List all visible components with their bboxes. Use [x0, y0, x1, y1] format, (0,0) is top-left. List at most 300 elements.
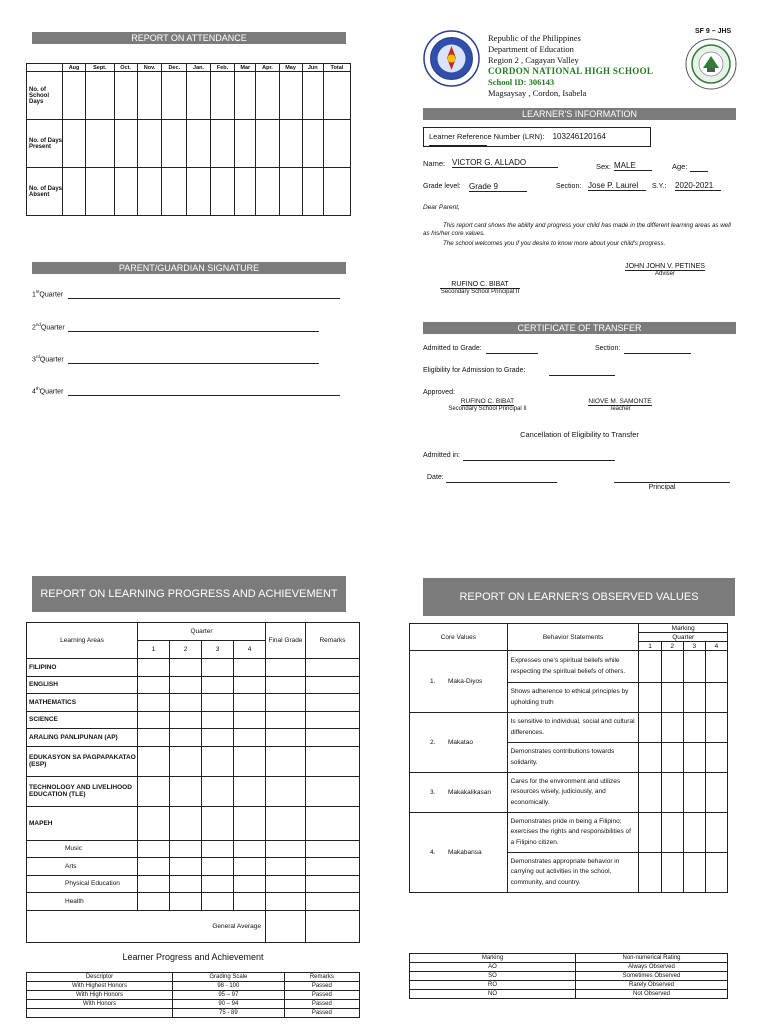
values-row: [410, 713, 728, 743]
progress-body: [27, 982, 360, 1018]
learning-grade-cell[interactable]: [170, 746, 202, 776]
deped-seal-icon: [423, 30, 480, 87]
quarter-number: 3: [32, 356, 36, 364]
learning-grade-cell[interactable]: [138, 776, 170, 806]
learning-grade-cell[interactable]: [266, 694, 306, 712]
behavior-statement: Expresses one's spiritual beliefs while respecting the spiritual beliefs of others.: [507, 651, 639, 683]
values-mark-cell[interactable]: [705, 651, 727, 683]
attendance-cell[interactable]: [114, 72, 137, 120]
learning-row: [27, 676, 360, 694]
learning-grade-cell[interactable]: [266, 676, 306, 694]
grade-value: Grade 9: [469, 182, 527, 192]
learning-grade-cell[interactable]: [234, 806, 266, 840]
school-name: CORDON NATIONAL HIGH SCHOOL: [488, 66, 654, 76]
learning-quarter-3: 3: [202, 641, 234, 659]
marking-row: [410, 963, 728, 972]
school-logo-icon: [685, 38, 737, 90]
name-label: Name:: [423, 159, 446, 168]
learning-grade-cell[interactable]: [138, 711, 170, 729]
learning-grade-cell[interactable]: [202, 659, 234, 677]
attendance-cell[interactable]: [279, 168, 302, 216]
marking-cell: Sometimes Observed: [576, 972, 728, 981]
learning-grade-cell[interactable]: [202, 676, 234, 694]
learning-grade-cell[interactable]: [202, 875, 234, 893]
marking-cell: RO: [410, 981, 576, 990]
values-mark-cell[interactable]: [639, 853, 661, 893]
progress-header-0: Descriptor: [27, 973, 173, 982]
dear-parent: Dear Parent,: [423, 204, 460, 211]
learning-area-name: MAPEH: [27, 806, 138, 840]
attendance-cell[interactable]: [235, 120, 256, 168]
marking-cell: NO: [410, 990, 576, 999]
core-value-name: [410, 773, 508, 813]
progress-row: [27, 991, 360, 1000]
marking-row: [410, 990, 728, 999]
date-label: Date:: [427, 474, 444, 481]
attendance-cell[interactable]: [63, 120, 86, 168]
attendance-month-4: Dec.: [162, 64, 187, 72]
progress-table: [26, 972, 360, 1018]
values-mark-cell[interactable]: [705, 773, 727, 813]
learning-grade-cell[interactable]: [234, 840, 266, 858]
values-mark-cell[interactable]: [639, 773, 661, 813]
learning-grade-cell[interactable]: [170, 776, 202, 806]
principal-sign-line: [614, 482, 730, 483]
learning-row: [27, 711, 360, 729]
learning-grade-cell[interactable]: [138, 806, 170, 840]
sex-value: MALE: [614, 161, 652, 171]
attendance-cell[interactable]: [187, 120, 211, 168]
learning-grade-cell[interactable]: [170, 711, 202, 729]
cancellation-title: Cancellation of Eligibility to Transfer: [520, 430, 639, 439]
values-mark-cell[interactable]: [639, 713, 661, 743]
learning-row: [27, 729, 360, 747]
values-header-row-1: [410, 624, 728, 633]
progress-cell: With Honors: [27, 1000, 173, 1009]
learning-grade-cell[interactable]: [306, 776, 360, 806]
progress-cell: With High Honors: [27, 991, 173, 1000]
learning-grade-cell[interactable]: [266, 729, 306, 747]
learning-grade-cell[interactable]: [266, 711, 306, 729]
learning-row: [27, 840, 360, 858]
learning-quarter-1: 1: [138, 641, 170, 659]
learning-grade-cell[interactable]: [266, 875, 306, 893]
attendance-cell[interactable]: [63, 168, 86, 216]
quarter-word: Quarter: [39, 388, 64, 396]
progress-cell: 98 - 100: [173, 982, 285, 991]
attendance-cell[interactable]: [302, 168, 323, 216]
values-mark-cell[interactable]: [705, 853, 727, 893]
learning-grade-cell[interactable]: [306, 694, 360, 712]
learning-row: [27, 893, 360, 911]
learning-grade-cell[interactable]: [138, 729, 170, 747]
behavior-statement: Demonstrates pride in being a Filipino; exercises the rights and responsibilities of a Filipino citizen.: [507, 813, 639, 853]
attendance-cell[interactable]: [235, 168, 256, 216]
header-department: Department of Education: [488, 44, 574, 54]
attendance-month-10: Jun: [302, 64, 323, 72]
learning-grade-cell[interactable]: [202, 858, 234, 876]
learning-grade-cell[interactable]: [202, 806, 234, 840]
marking-table: [409, 953, 728, 999]
values-mark-cell[interactable]: [639, 683, 661, 713]
section-label: Section:: [556, 183, 582, 190]
learning-grade-cell[interactable]: [306, 840, 360, 858]
learning-grade-cell[interactable]: [138, 746, 170, 776]
core-value-label: Makatao: [448, 739, 473, 746]
parent-signature-title: PARENT/GUARDIAN SIGNATURE: [32, 262, 346, 274]
progress-header-row: [27, 973, 360, 982]
values-mark-cell[interactable]: [683, 683, 705, 713]
progress-cell: Passed: [284, 991, 359, 1000]
learning-grade-cell[interactable]: [234, 694, 266, 712]
learning-title: REPORT ON LEARNING PROGRESS AND ACHIEVEMENT: [32, 576, 346, 612]
learning-grade-cell[interactable]: [234, 746, 266, 776]
values-body: [410, 651, 728, 893]
learning-grade-cell[interactable]: [266, 840, 306, 858]
teacher-name: NIOVE M. SAMONTE: [588, 398, 652, 405]
learning-grade-cell[interactable]: [202, 776, 234, 806]
learning-grade-cell[interactable]: [202, 893, 234, 911]
attendance-month-9: May: [279, 64, 302, 72]
behavior-statement: Is sensitive to individual, social and cultural differences.: [507, 713, 639, 743]
transfer-section-line: [624, 353, 691, 354]
learning-grade-cell[interactable]: [266, 776, 306, 806]
values-mark-cell[interactable]: [639, 651, 661, 683]
progress-cell: [27, 1009, 173, 1018]
header-region: Region 2 , Cagayan Valley: [488, 55, 579, 65]
learning-grade-cell[interactable]: [234, 858, 266, 876]
letter-paragraph-1: This report card shows the ability and progress your child has made in the different learning areas as well as his/her core values.: [423, 222, 731, 237]
learning-area-name: EDUKASYON SA PAGPAPAKATAO (ESP): [27, 746, 138, 776]
age-label: Age:: [672, 162, 688, 171]
values-mark-cell[interactable]: [705, 683, 727, 713]
attendance-row: [27, 72, 351, 120]
learning-grade-cell[interactable]: [234, 676, 266, 694]
learning-grade-cell[interactable]: [170, 676, 202, 694]
section-value: Jose P. Laurel: [588, 181, 646, 191]
attendance-cell[interactable]: [323, 168, 350, 216]
quarter-number: 4: [32, 388, 36, 396]
values-mark-cell[interactable]: [683, 813, 705, 853]
attendance-cell[interactable]: [63, 72, 86, 120]
values-quarter-3: 3: [683, 642, 705, 651]
learning-table: [26, 622, 360, 943]
transfer-principal-name: RUFINO C. BIBAT: [460, 398, 515, 405]
attendance-row-label: No. of Days Present: [27, 120, 63, 168]
core-value-name: [410, 813, 508, 893]
attendance-cell[interactable]: [114, 168, 137, 216]
admitted-grade-line: [486, 353, 538, 354]
attendance-cell[interactable]: [210, 72, 234, 120]
attendance-cell[interactable]: [86, 120, 115, 168]
attendance-cell[interactable]: [302, 120, 323, 168]
form-code: SF 9 – JHS: [695, 28, 732, 35]
learning-area-name: Physical Education: [27, 875, 138, 893]
learning-grade-cell[interactable]: [202, 711, 234, 729]
col-quarter: Quarter: [138, 623, 266, 641]
learning-grade-cell[interactable]: [170, 875, 202, 893]
learning-grade-cell[interactable]: [138, 858, 170, 876]
attendance-cell[interactable]: [162, 72, 187, 120]
attendance-cell[interactable]: [279, 72, 302, 120]
attendance-cell[interactable]: [323, 120, 350, 168]
progress-cell: Passed: [284, 1009, 359, 1018]
attendance-cell[interactable]: [114, 120, 137, 168]
values-mark-cell[interactable]: [705, 713, 727, 743]
learning-grade-cell[interactable]: [234, 659, 266, 677]
learning-row: [27, 746, 360, 776]
core-value-number: 1.: [430, 678, 436, 685]
attendance-month-3: Nov.: [137, 64, 162, 72]
learning-grade-cell[interactable]: [170, 806, 202, 840]
learning-grade-cell[interactable]: [170, 840, 202, 858]
attendance-month-0: Aug: [63, 64, 86, 72]
progress-row: [27, 1000, 360, 1009]
attendance-cell[interactable]: [187, 168, 211, 216]
parent-quarter-label: [32, 289, 63, 298]
admitted-in-line: [463, 460, 615, 461]
transfer-principal-block: [440, 398, 535, 412]
learning-grade-cell[interactable]: [306, 729, 360, 747]
general-average-remarks-cell[interactable]: [306, 910, 360, 942]
learning-area-name: ARALING PANLIPUNAN (AP): [27, 729, 138, 747]
learning-grade-cell[interactable]: [138, 676, 170, 694]
sy-value: 2020-2021: [675, 181, 721, 191]
learning-grade-cell[interactable]: [306, 711, 360, 729]
parent-signature-line[interactable]: [68, 298, 340, 299]
values-row: [410, 813, 728, 853]
progress-cell: Passed: [284, 982, 359, 991]
general-average-cell[interactable]: [266, 910, 306, 942]
date-line: [446, 482, 557, 483]
learning-grade-cell[interactable]: [202, 840, 234, 858]
values-mark-cell[interactable]: [661, 853, 683, 893]
learning-quarter-4: 4: [234, 641, 266, 659]
values-mark-cell[interactable]: [661, 713, 683, 743]
sex-label: Sex:: [596, 162, 612, 171]
learning-grade-cell[interactable]: [266, 659, 306, 677]
marking-cell: SO: [410, 972, 576, 981]
col-behavior-statements: Behavior Statements: [507, 624, 639, 651]
general-average-row: [27, 910, 360, 942]
attendance-month-11: Total: [323, 64, 350, 72]
learning-row: [27, 776, 360, 806]
learning-row: [27, 659, 360, 677]
transfer-section-label: Section:: [595, 345, 621, 352]
attendance-corner-cell: [27, 64, 63, 72]
learning-grade-cell[interactable]: [266, 893, 306, 911]
learning-grade-cell[interactable]: [138, 875, 170, 893]
attendance-month-7: Mar: [235, 64, 256, 72]
marking-row: [410, 972, 728, 981]
attendance-cell[interactable]: [210, 120, 234, 168]
quarter-word: Quarter: [39, 356, 64, 364]
learning-grade-cell[interactable]: [202, 694, 234, 712]
attendance-cell[interactable]: [86, 168, 115, 216]
values-mark-cell[interactable]: [661, 813, 683, 853]
quarter-suffix: nd: [35, 322, 41, 327]
values-mark-cell[interactable]: [683, 853, 705, 893]
attendance-cell[interactable]: [279, 120, 302, 168]
eligibility-line: [549, 375, 615, 376]
learning-area-name: ENGLISH: [27, 676, 138, 694]
values-row: [410, 651, 728, 683]
progress-row: [27, 982, 360, 991]
attendance-month-2: Oct.: [114, 64, 137, 72]
attendance-title: REPORT ON ATTENDANCE: [32, 32, 346, 44]
letter-paragraph-2: The school welcomes you if you desire to know more about your child's progress.: [443, 240, 666, 247]
learning-grade-cell[interactable]: [138, 694, 170, 712]
values-mark-cell[interactable]: [683, 743, 705, 773]
learning-area-name: MATHEMATICS: [27, 694, 138, 712]
values-mark-cell[interactable]: [639, 743, 661, 773]
attendance-cell[interactable]: [302, 72, 323, 120]
learning-grade-cell[interactable]: [306, 893, 360, 911]
progress-title: Learner Progress and Achievement: [122, 952, 264, 962]
values-mark-cell[interactable]: [705, 743, 727, 773]
learning-grade-cell[interactable]: [266, 858, 306, 876]
learning-grade-cell[interactable]: [266, 806, 306, 840]
core-value-name: [410, 713, 508, 773]
attendance-cell[interactable]: [137, 120, 162, 168]
behavior-statement: Demonstrates appropriate behavior in carrying out activities in the school, community, and country.: [507, 853, 639, 893]
learning-grade-cell[interactable]: [306, 659, 360, 677]
values-title: REPORT ON LEARNER'S OBSERVED VALUES: [423, 578, 735, 616]
values-mark-cell[interactable]: [661, 743, 683, 773]
learning-grade-cell[interactable]: [234, 893, 266, 911]
attendance-month-1: Sept.: [86, 64, 115, 72]
adviser-block: [620, 263, 710, 277]
values-mark-cell[interactable]: [639, 813, 661, 853]
core-value-label: Maka-Diyos: [448, 678, 483, 685]
quarter-suffix: th: [35, 386, 40, 391]
learning-grade-cell[interactable]: [202, 746, 234, 776]
learning-grade-cell[interactable]: [234, 776, 266, 806]
attendance-month-8: Apr.: [256, 64, 279, 72]
transfer-principal-title: Secondary School Principal II: [448, 406, 527, 412]
values-mark-cell[interactable]: [705, 813, 727, 853]
school-address: Magsaysay , Cordon, Isabela: [488, 88, 587, 98]
learning-grade-cell[interactable]: [234, 875, 266, 893]
attendance-row: [27, 168, 351, 216]
values-mark-cell[interactable]: [661, 683, 683, 713]
values-mark-cell[interactable]: [661, 651, 683, 683]
teacher-block: [570, 398, 670, 412]
marking-header-row: [410, 954, 728, 963]
parent-signature-line[interactable]: [68, 395, 340, 396]
attendance-cell[interactable]: [162, 168, 187, 216]
lrn-box: [423, 127, 651, 147]
core-value-name: [410, 651, 508, 713]
values-row: [410, 773, 728, 813]
learning-grade-cell[interactable]: [306, 676, 360, 694]
adviser-title: Adviser: [654, 271, 675, 277]
attendance-cell[interactable]: [256, 168, 279, 216]
attendance-header-row: [27, 64, 351, 72]
attendance-cell[interactable]: [162, 120, 187, 168]
core-value-number: 2.: [430, 739, 436, 746]
learning-area-name: TECHNOLOGY AND LIVELIHOOD EDUCATION (TLE): [27, 776, 138, 806]
values-table: [409, 623, 728, 893]
learning-row: [27, 806, 360, 840]
marking-row: [410, 981, 728, 990]
learning-grade-cell[interactable]: [170, 694, 202, 712]
attendance-cell[interactable]: [210, 168, 234, 216]
attendance-cell[interactable]: [256, 72, 279, 120]
col-core-values: Core Values: [410, 624, 508, 651]
values-mark-cell[interactable]: [683, 713, 705, 743]
learning-grade-cell[interactable]: [170, 893, 202, 911]
progress-header-2: Remarks: [284, 973, 359, 982]
col-learning-areas: Learning Areas: [27, 623, 138, 659]
learning-quarter-2: 2: [170, 641, 202, 659]
principal-title: Secondary School Principal II: [440, 289, 520, 295]
transfer-title: CERTIFICATE OF TRANSFER: [423, 322, 736, 334]
values-mark-cell[interactable]: [683, 651, 705, 683]
grade-label: Grade level:: [423, 183, 461, 190]
behavior-statement: Demonstrates contributions towards solidarity.: [507, 743, 639, 773]
parent-signature-line[interactable]: [68, 331, 319, 332]
learning-grade-cell[interactable]: [170, 659, 202, 677]
progress-cell: 75 - 89: [173, 1009, 285, 1018]
age-underline: [690, 171, 708, 172]
principal-name: RUFINO C. BIBAT: [440, 281, 520, 289]
learning-grade-cell[interactable]: [138, 659, 170, 677]
values-quarter-2: 2: [661, 642, 683, 651]
attendance-month-5: Jan.: [187, 64, 211, 72]
attendance-cell[interactable]: [86, 72, 115, 120]
behavior-statement: Shows adherence to ethical principles by upholding truth: [507, 683, 639, 713]
learning-grade-cell[interactable]: [266, 746, 306, 776]
attendance-cell[interactable]: [137, 168, 162, 216]
learning-grade-cell[interactable]: [306, 858, 360, 876]
progress-cell: With Highest Honors: [27, 982, 173, 991]
lrn-label: Learner Reference Number (LRN):: [429, 132, 545, 141]
learning-area-name: FILIPINO: [27, 659, 138, 677]
learning-grade-cell[interactable]: [306, 875, 360, 893]
attendance-cell[interactable]: [187, 72, 211, 120]
learning-grade-cell[interactable]: [170, 729, 202, 747]
learning-grade-cell[interactable]: [138, 840, 170, 858]
core-value-label: Makabansa: [448, 849, 482, 856]
col-remarks: Remarks: [306, 623, 360, 659]
marking-cell: Not Observed: [576, 990, 728, 999]
learning-grade-cell[interactable]: [306, 746, 360, 776]
learning-grade-cell[interactable]: [170, 858, 202, 876]
principal-block: [424, 281, 536, 295]
attendance-cell[interactable]: [137, 72, 162, 120]
learning-grade-cell[interactable]: [234, 729, 266, 747]
learning-row: [27, 875, 360, 893]
values-mark-cell[interactable]: [661, 773, 683, 813]
learning-grade-cell[interactable]: [138, 893, 170, 911]
parent-signature-line[interactable]: [68, 363, 319, 364]
progress-row: [27, 1009, 360, 1018]
learning-grade-cell[interactable]: [234, 711, 266, 729]
marking-header-0: Marking: [410, 954, 576, 963]
quarter-suffix: st: [35, 289, 40, 294]
learning-grade-cell[interactable]: [202, 729, 234, 747]
progress-header-1: Grading Scale: [173, 973, 285, 982]
values-quarter-4: 4: [705, 642, 727, 651]
learning-grade-cell[interactable]: [306, 806, 360, 840]
attendance-row: [27, 120, 351, 168]
attendance-cell[interactable]: [256, 120, 279, 168]
values-mark-cell[interactable]: [683, 773, 705, 813]
attendance-cell[interactable]: [323, 72, 350, 120]
attendance-cell[interactable]: [235, 72, 256, 120]
behavior-statement: Cares for the environment and utilizes resources wisely, judiciously, and economically.: [507, 773, 639, 813]
